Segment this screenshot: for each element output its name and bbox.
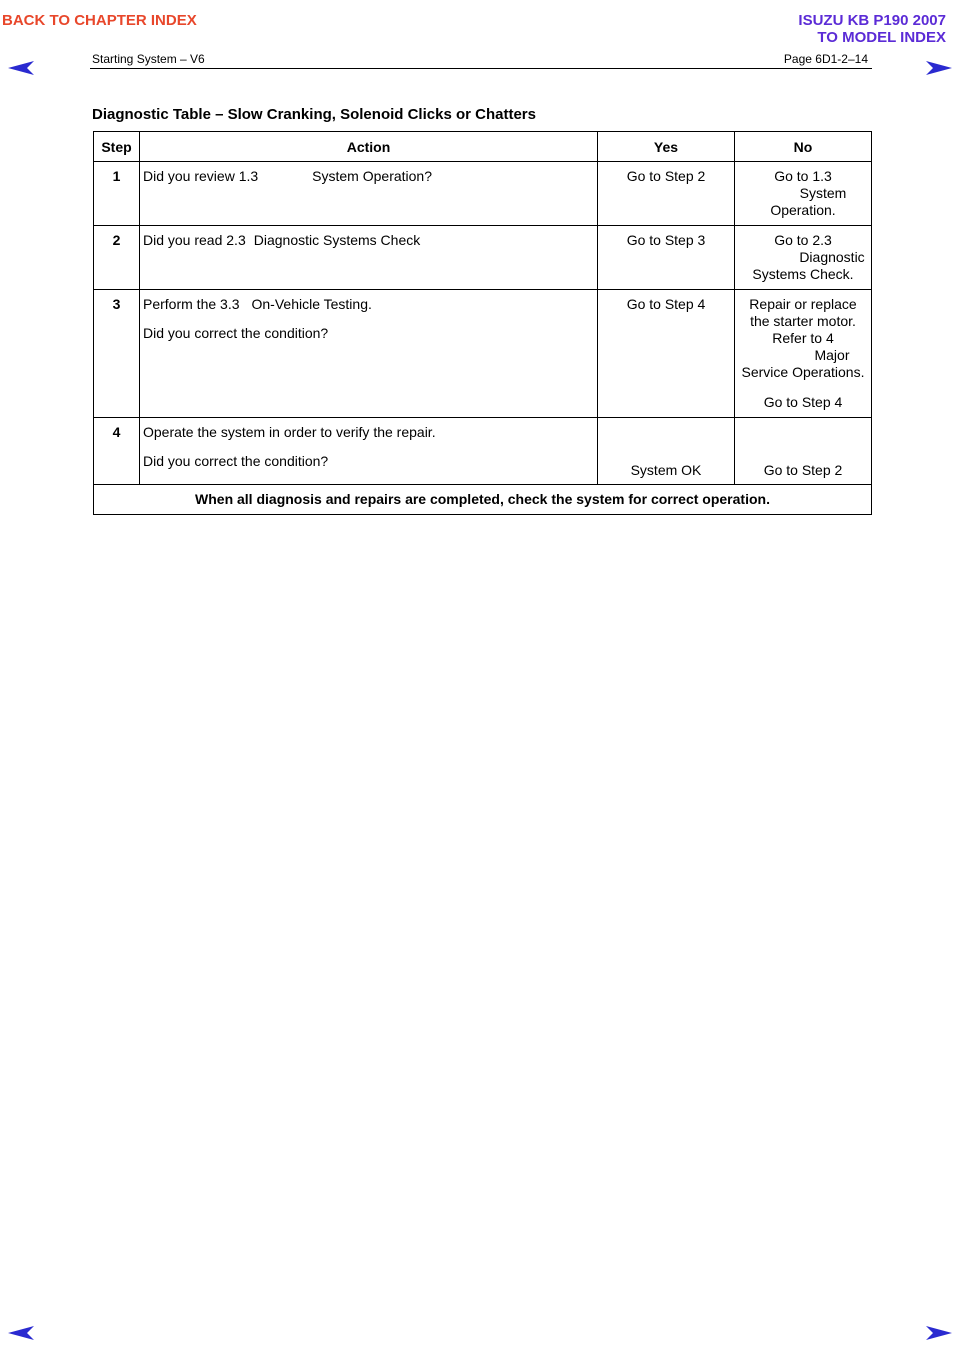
table-row	[94, 226, 872, 290]
action-question: Did you correct the condition?	[143, 325, 329, 341]
step-number: 3	[94, 290, 140, 418]
action-text: Did you review 1.3	[143, 168, 259, 184]
action-link[interactable]: Diagnostic Systems Check	[253, 232, 421, 248]
step-number: 4	[94, 418, 140, 485]
step-number: 2	[94, 226, 140, 290]
model-index-label[interactable]: TO MODEL INDEX	[817, 29, 946, 46]
no-cell	[735, 290, 872, 418]
table-footer-row	[94, 485, 872, 515]
prev-page-arrow-icon[interactable]	[8, 61, 34, 75]
table-row	[94, 290, 872, 418]
model-title[interactable]: ISUZU KB P190 2007	[798, 12, 946, 29]
no-text: Go to 2.3	[774, 232, 832, 248]
action-text: Did you read 2.3	[143, 232, 246, 248]
col-header-yes: Yes	[598, 132, 735, 162]
diagnostic-table	[93, 131, 872, 515]
back-to-chapter-index-link[interactable]: BACK TO CHAPTER INDEX	[2, 12, 197, 29]
no-link[interactable]: Major	[814, 347, 850, 363]
prev-page-arrow-bottom-icon[interactable]	[8, 1326, 34, 1340]
action-cell	[140, 290, 598, 418]
no-link[interactable]: Service Operations.	[741, 364, 865, 380]
step-number: 1	[94, 162, 140, 226]
no-cell	[735, 226, 872, 290]
table-title: Diagnostic Table – Slow Cranking, Solenoid Clicks or Chatters	[92, 106, 536, 123]
yes-cell: Go to Step 3	[598, 226, 735, 290]
section-header: Starting System – V6	[92, 52, 205, 66]
col-header-no: No	[735, 132, 872, 162]
next-page-arrow-bottom-icon[interactable]	[926, 1326, 952, 1340]
action-cell	[140, 418, 598, 485]
no-text: the starter motor.	[750, 313, 856, 329]
action-text: Operate the system in order to verify the repair.	[143, 424, 436, 440]
header-divider	[90, 68, 872, 69]
table-row	[94, 162, 872, 226]
action-text: Perform the 3.3	[143, 296, 240, 312]
no-link[interactable]: System	[799, 185, 847, 201]
table-header-row	[94, 132, 872, 162]
action-cell	[140, 226, 598, 290]
no-link[interactable]: Diagnostic	[799, 249, 865, 265]
no-link[interactable]: Operation.	[770, 202, 836, 218]
no-cell	[735, 162, 872, 226]
yes-cell: Go to Step 4	[598, 290, 735, 418]
no-text: Go to Step 4	[763, 394, 843, 410]
no-text: Refer to 4	[772, 330, 834, 346]
next-page-arrow-icon[interactable]	[926, 61, 952, 75]
no-link[interactable]: Systems Check.	[752, 266, 854, 282]
yes-cell: Go to Step 2	[598, 162, 735, 226]
no-text: Go to 1.3	[774, 168, 832, 184]
col-header-step: Step	[94, 132, 140, 162]
table-row	[94, 418, 872, 485]
table-footer-note: When all diagnosis and repairs are completed, check the system for correct operation.	[94, 485, 872, 515]
col-header-action: Action	[140, 132, 598, 162]
no-cell: Go to Step 2	[735, 418, 872, 485]
yes-cell: System OK	[598, 418, 735, 485]
action-question: Did you correct the condition?	[143, 453, 329, 469]
action-link[interactable]: System Operation?	[312, 168, 433, 184]
action-link[interactable]: On-Vehicle Testing.	[251, 296, 372, 312]
model-index-link[interactable]	[798, 12, 946, 46]
action-cell	[140, 162, 598, 226]
no-text: Repair or replace	[749, 296, 857, 312]
page-number: Page 6D1-2–14	[783, 52, 868, 66]
